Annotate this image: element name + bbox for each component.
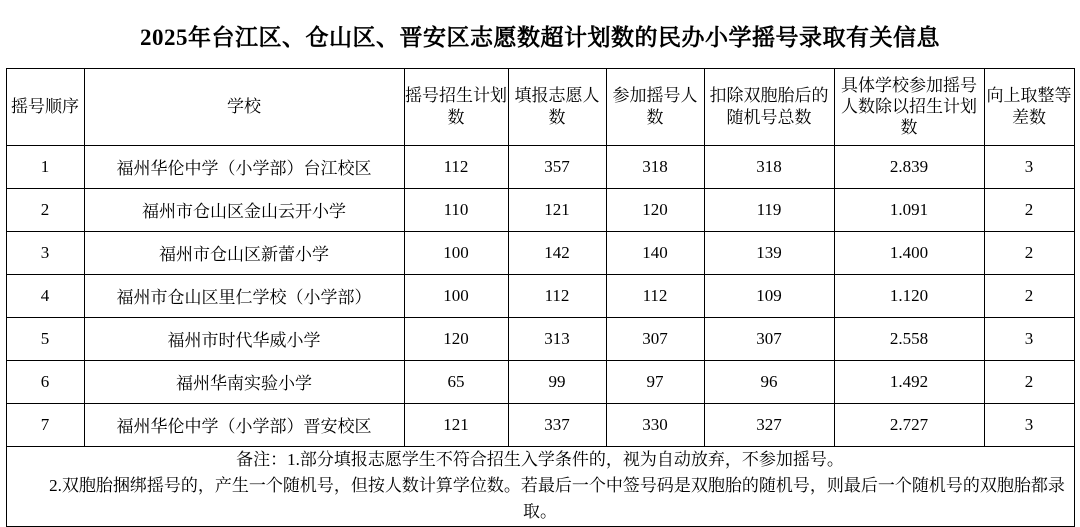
cell-round: 3 [984, 317, 1074, 360]
cell-school: 福州市仓山区里仁学校（小学部） [84, 274, 404, 317]
table-row [6, 231, 1074, 274]
cell-apply: 112 [508, 274, 606, 317]
page-title: 2025年台江区、仓山区、晋安区志愿数超计划数的民办小学摇号录取有关信息 [140, 25, 940, 50]
cell-plan: 120 [404, 317, 508, 360]
cell-order: 6 [6, 360, 84, 403]
column-header-order: 摇号顺序 [6, 68, 84, 145]
table-row [6, 188, 1074, 231]
lottery-info-table [6, 68, 1075, 527]
cell-school: 福州市时代华威小学 [84, 317, 404, 360]
cell-plan: 100 [404, 231, 508, 274]
cell-join: 120 [606, 188, 704, 231]
table-header [6, 68, 1074, 145]
table-header-row [6, 68, 1074, 145]
cell-plan: 110 [404, 188, 508, 231]
cell-join: 318 [606, 145, 704, 188]
cell-apply: 357 [508, 145, 606, 188]
cell-apply: 121 [508, 188, 606, 231]
table-row [6, 360, 1074, 403]
column-header-round: 向上取整等差数 [984, 68, 1074, 145]
cell-school: 福州华伦中学（小学部）台江校区 [84, 145, 404, 188]
table-notes-cell [6, 446, 1074, 526]
cell-ratio: 2.558 [834, 317, 984, 360]
cell-plan: 112 [404, 145, 508, 188]
column-header-plan: 摇号招生计划数 [404, 68, 508, 145]
cell-order: 7 [6, 403, 84, 446]
cell-school: 福州华南实验小学 [84, 360, 404, 403]
cell-join: 140 [606, 231, 704, 274]
column-header-random: 扣除双胞胎后的随机号总数 [704, 68, 834, 145]
cell-random: 109 [704, 274, 834, 317]
cell-join: 112 [606, 274, 704, 317]
cell-random: 307 [704, 317, 834, 360]
cell-order: 5 [6, 317, 84, 360]
cell-random: 318 [704, 145, 834, 188]
table-row [6, 403, 1074, 446]
cell-join: 330 [606, 403, 704, 446]
cell-order: 3 [6, 231, 84, 274]
cell-plan: 100 [404, 274, 508, 317]
cell-ratio: 1.492 [834, 360, 984, 403]
table-row [6, 317, 1074, 360]
cell-school: 福州市仓山区金山云开小学 [84, 188, 404, 231]
column-header-school: 学校 [84, 68, 404, 145]
column-header-join: 参加摇号人数 [606, 68, 704, 145]
cell-join: 307 [606, 317, 704, 360]
cell-round: 2 [984, 231, 1074, 274]
cell-order: 4 [6, 274, 84, 317]
cell-join: 97 [606, 360, 704, 403]
cell-random: 119 [704, 188, 834, 231]
column-header-apply: 填报志愿人数 [508, 68, 606, 145]
cell-random: 327 [704, 403, 834, 446]
table-body [6, 145, 1074, 526]
cell-round: 2 [984, 360, 1074, 403]
cell-ratio: 2.839 [834, 145, 984, 188]
cell-plan: 121 [404, 403, 508, 446]
column-header-ratio: 具体学校参加摇号人数除以招生计划数 [834, 68, 984, 145]
note-line-1: 备注：1.部分填报志愿学生不符合招生入学条件的，视为自动放弃，不参加摇号。 [236, 449, 844, 469]
table-row [6, 274, 1074, 317]
table-row [6, 145, 1074, 188]
cell-round: 2 [984, 188, 1074, 231]
cell-ratio: 1.120 [834, 274, 984, 317]
cell-order: 1 [6, 145, 84, 188]
cell-apply: 337 [508, 403, 606, 446]
cell-ratio: 1.091 [834, 188, 984, 231]
cell-ratio: 1.400 [834, 231, 984, 274]
cell-round: 3 [984, 403, 1074, 446]
cell-round: 3 [984, 145, 1074, 188]
table-notes-row [6, 446, 1074, 526]
cell-random: 139 [704, 231, 834, 274]
cell-apply: 99 [508, 360, 606, 403]
cell-school: 福州华伦中学（小学部）晋安校区 [84, 403, 404, 446]
cell-order: 2 [6, 188, 84, 231]
cell-random: 96 [704, 360, 834, 403]
note-line-2: 2.双胞胎捆绑摇号的，产生一个随机号，但按人数计算学位数。若最后一个中签号码是双胞胎的随机号，则最后一个随机号的双胞胎都录取。 [49, 475, 1065, 522]
cell-school: 福州市仓山区新蕾小学 [84, 231, 404, 274]
cell-round: 2 [984, 274, 1074, 317]
cell-apply: 142 [508, 231, 606, 274]
cell-ratio: 2.727 [834, 403, 984, 446]
cell-plan: 65 [404, 360, 508, 403]
cell-apply: 313 [508, 317, 606, 360]
